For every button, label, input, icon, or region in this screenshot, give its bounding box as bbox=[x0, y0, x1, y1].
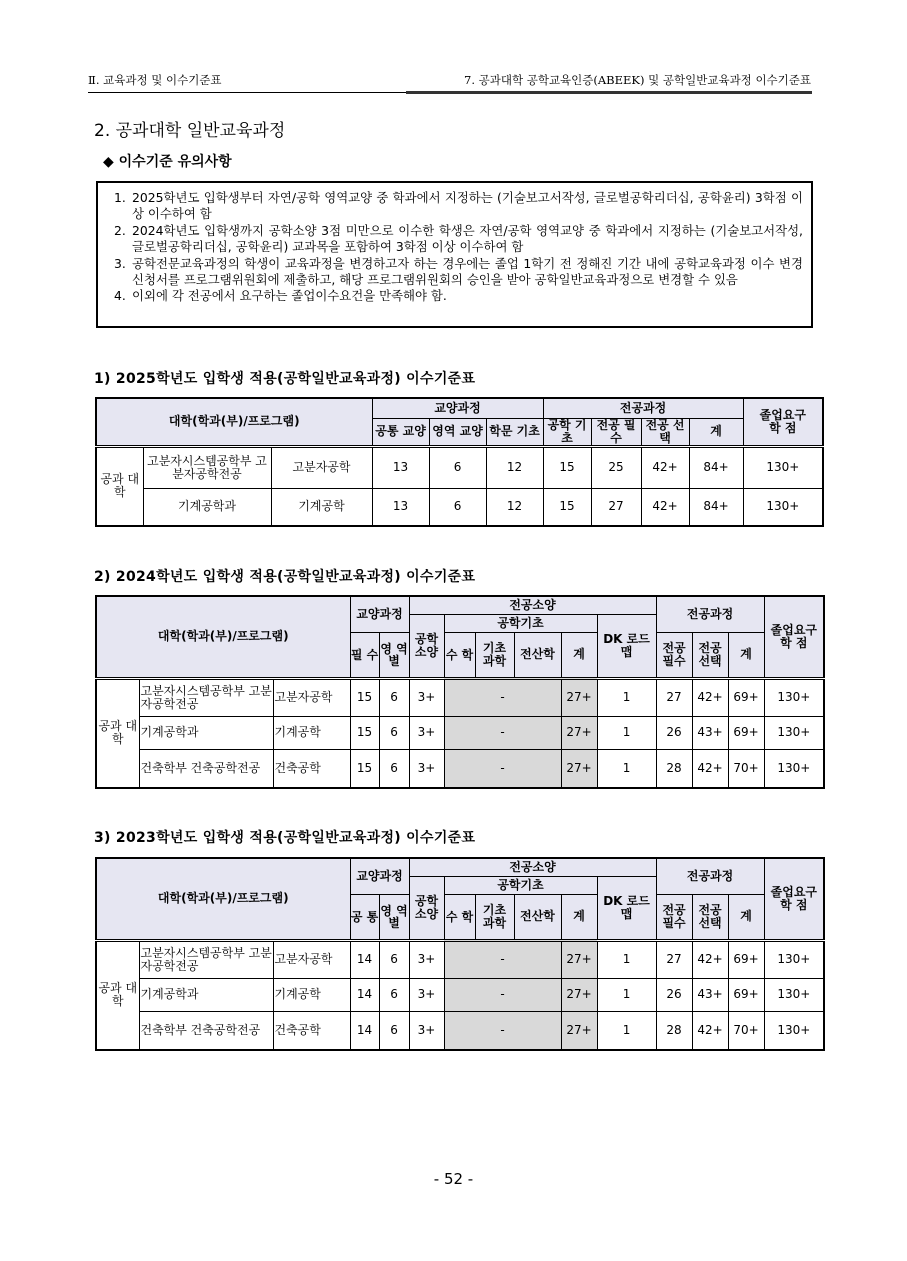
header-sub: 수 학 bbox=[444, 894, 475, 940]
value-cell: - bbox=[444, 749, 561, 788]
table-row bbox=[96, 978, 824, 1011]
value-cell: 70+ bbox=[728, 749, 764, 788]
value-cell: 14 bbox=[350, 1011, 379, 1050]
dept-cell: 고분자시스템공학부 고분자공학전공 bbox=[139, 940, 273, 978]
value-cell: 42+ bbox=[692, 1011, 728, 1050]
value-cell: 15 bbox=[350, 678, 379, 716]
header-eng-basic: 공학기초 bbox=[444, 614, 597, 632]
running-header-right: 7. 공과대학 공학교육인증(ABEEK) 및 공학일반교육과정 이수기준표 bbox=[464, 73, 811, 87]
value-cell: 15 bbox=[543, 446, 591, 488]
program-cell: 기계공학 bbox=[273, 978, 350, 1011]
value-cell: 70+ bbox=[728, 1011, 764, 1050]
note-text: 2025학년도 입학생부터 자연/공학 영역교양 중 학과에서 지정하는 (기술보고서작성, 글로벌공학리더십, 공학윤리) 3학점 이상 이수하여 함 bbox=[132, 190, 803, 222]
college-cell: 공과 대학 bbox=[96, 678, 139, 788]
value-cell: 12 bbox=[486, 488, 543, 526]
header-rule-thick bbox=[406, 91, 812, 94]
header-major: 전공과정 bbox=[656, 596, 764, 632]
program-cell: 기계공학 bbox=[271, 488, 372, 526]
header-grad-line1: 졸업요구 bbox=[770, 884, 818, 899]
value-cell: 1 bbox=[597, 678, 656, 716]
dept-cell: 기계공학과 bbox=[143, 488, 271, 526]
value-cell: 84+ bbox=[689, 488, 743, 526]
header-sub: 영 역 별 bbox=[379, 632, 409, 678]
header-sub: 전공 선택 bbox=[692, 632, 728, 678]
value-cell: 27+ bbox=[561, 940, 597, 978]
note-text: 공학전문교육과정의 학생이 교육과정을 변경하고자 하는 경우에는 졸업 1학기 전 정해진 기간 내에 공학교육과정 이수 변경 신청서를 프로그램위원회에 제출하고, 해당 프로그램위원회의 승인을 받아 공학일반교육과정으로 변경할 수 있음 bbox=[132, 255, 803, 288]
value-cell: 13 bbox=[372, 446, 429, 488]
value-cell: 130+ bbox=[743, 446, 823, 488]
note-number: 1. bbox=[114, 190, 126, 205]
value-cell: 130+ bbox=[764, 678, 824, 716]
header-sub: 계 bbox=[561, 632, 597, 678]
header-sub: 공 통 bbox=[350, 894, 379, 940]
value-cell: 13 bbox=[372, 488, 429, 526]
value-cell: 1 bbox=[597, 1011, 656, 1050]
value-cell: 27+ bbox=[561, 678, 597, 716]
header-sub: 전공 필수 bbox=[656, 632, 692, 678]
value-cell: 3+ bbox=[409, 1011, 444, 1050]
value-cell: 15 bbox=[350, 749, 379, 788]
notes-title: ◆ 이수기준 유의사항 bbox=[103, 154, 232, 170]
value-cell: - bbox=[444, 716, 561, 749]
value-cell: 6 bbox=[379, 940, 409, 978]
value-cell: 130+ bbox=[743, 488, 823, 526]
program-cell: 고분자공학 bbox=[271, 446, 372, 488]
value-cell: 6 bbox=[379, 978, 409, 1011]
note-item bbox=[114, 190, 803, 223]
value-cell: 6 bbox=[429, 488, 486, 526]
header-grad bbox=[764, 858, 824, 940]
program-cell: 건축공학 bbox=[273, 1011, 350, 1050]
value-cell: 69+ bbox=[728, 716, 764, 749]
header-program: 대학(학과(부)/프로그램) bbox=[96, 596, 350, 678]
header-sub: 기초 과학 bbox=[475, 894, 514, 940]
header-dk-roadmap: DK 로드맵 bbox=[597, 876, 656, 940]
value-cell: 26 bbox=[656, 978, 692, 1011]
header-liberal: 교양과정 bbox=[350, 858, 409, 894]
dept-cell: 건축학부 건축공학전공 bbox=[139, 749, 273, 788]
dept-cell: 기계공학과 bbox=[139, 716, 273, 749]
value-cell: - bbox=[444, 940, 561, 978]
header-major: 전공과정 bbox=[656, 858, 764, 894]
note-item bbox=[114, 288, 803, 304]
value-cell: 3+ bbox=[409, 940, 444, 978]
header-sub: 계 bbox=[689, 418, 743, 446]
header-sub: 전공 선택 bbox=[692, 894, 728, 940]
header-grad-line1: 졸업요구 bbox=[770, 622, 818, 637]
value-cell: 27 bbox=[591, 488, 641, 526]
value-cell: 130+ bbox=[764, 1011, 824, 1050]
running-header bbox=[88, 72, 811, 92]
table-row bbox=[96, 716, 824, 749]
header-program: 대학(학과(부)/프로그램) bbox=[96, 858, 350, 940]
value-cell: 3+ bbox=[409, 716, 444, 749]
header-sub: 전산학 bbox=[514, 632, 561, 678]
value-cell: - bbox=[444, 978, 561, 1011]
header-sub: 전공 선택 bbox=[641, 418, 689, 446]
table-row bbox=[96, 678, 824, 716]
header-sub: 영 역 별 bbox=[379, 894, 409, 940]
value-cell: 27 bbox=[656, 940, 692, 978]
header-major: 전공과정 bbox=[543, 398, 743, 418]
value-cell: 6 bbox=[429, 446, 486, 488]
value-cell: 26 bbox=[656, 716, 692, 749]
note-number: 2. bbox=[114, 222, 126, 238]
header-sub: 공학 기초 bbox=[543, 418, 591, 446]
header-sub: 학문 기초 bbox=[486, 418, 543, 446]
value-cell: 6 bbox=[379, 749, 409, 788]
value-cell: 42+ bbox=[692, 940, 728, 978]
header-sub: 전공 필수 bbox=[656, 894, 692, 940]
header-rule-thin bbox=[88, 92, 414, 93]
value-cell: 28 bbox=[656, 1011, 692, 1050]
header-sub: 공통 교양 bbox=[372, 418, 429, 446]
header-sub: 수 학 bbox=[444, 632, 475, 678]
table-row bbox=[96, 446, 823, 488]
value-cell: 42+ bbox=[692, 749, 728, 788]
value-cell: 6 bbox=[379, 1011, 409, 1050]
header-sub: 기초 과학 bbox=[475, 632, 514, 678]
dept-cell: 고분자시스템공학부 고분자공학전공 bbox=[143, 446, 271, 488]
header-sub: 필 수 bbox=[350, 632, 379, 678]
header-grad bbox=[764, 596, 824, 678]
college-cell: 공과 대학 bbox=[96, 446, 143, 526]
value-cell: 3+ bbox=[409, 749, 444, 788]
header-eng-basic: 공학기초 bbox=[444, 876, 597, 894]
page-number: - 52 - bbox=[433, 1170, 474, 1188]
header-grad bbox=[743, 398, 823, 446]
value-cell: 25 bbox=[591, 446, 641, 488]
header-sub: 계 bbox=[728, 632, 764, 678]
value-cell: 27+ bbox=[561, 1011, 597, 1050]
program-cell: 기계공학 bbox=[273, 716, 350, 749]
table2 bbox=[95, 595, 825, 789]
value-cell: 43+ bbox=[692, 716, 728, 749]
header-grad-line2: 학 점 bbox=[769, 420, 797, 435]
value-cell: 43+ bbox=[692, 978, 728, 1011]
value-cell: 27+ bbox=[561, 716, 597, 749]
header-liberal: 교양과정 bbox=[372, 398, 543, 418]
value-cell: 3+ bbox=[409, 678, 444, 716]
value-cell: 12 bbox=[486, 446, 543, 488]
value-cell: 3+ bbox=[409, 978, 444, 1011]
value-cell: 69+ bbox=[728, 978, 764, 1011]
header-sub: 전공 필수 bbox=[591, 418, 641, 446]
dept-cell: 고분자시스템공학부 고분자공학전공 bbox=[139, 678, 273, 716]
header-sub: 영역 교양 bbox=[429, 418, 486, 446]
value-cell: 1 bbox=[597, 940, 656, 978]
header-eng-culture: 공학 소양 bbox=[409, 876, 444, 940]
value-cell: - bbox=[444, 1011, 561, 1050]
header-sub: 계 bbox=[561, 894, 597, 940]
value-cell: 27+ bbox=[561, 749, 597, 788]
value-cell: 130+ bbox=[764, 978, 824, 1011]
table-row bbox=[96, 749, 824, 788]
value-cell: 1 bbox=[597, 978, 656, 1011]
section-title: 2. 공과대학 일반교육과정 bbox=[94, 121, 286, 141]
value-cell: 14 bbox=[350, 940, 379, 978]
header-sub: 계 bbox=[728, 894, 764, 940]
program-cell: 건축공학 bbox=[273, 749, 350, 788]
header-eng-culture: 공학 소양 bbox=[409, 614, 444, 678]
dept-cell: 건축학부 건축공학전공 bbox=[139, 1011, 273, 1050]
header-grad-line2: 학 점 bbox=[780, 897, 808, 912]
value-cell: 15 bbox=[350, 716, 379, 749]
value-cell: 1 bbox=[597, 749, 656, 788]
program-cell: 고분자공학 bbox=[273, 678, 350, 716]
note-number: 4. bbox=[114, 288, 126, 304]
dept-cell: 기계공학과 bbox=[139, 978, 273, 1011]
table1 bbox=[95, 397, 824, 527]
running-header-left: Ⅱ. 교육과정 및 이수기준표 bbox=[88, 73, 222, 87]
note-text: 2024학년도 입학생까지 공학소양 3점 미만으로 이수한 학생은 자연/공학 영역교양 중 학과에서 지정하는 (기술보고서작성, 글로벌공학리더십, 공학윤리) 교과목을 포함하여 3학점 이상 이수하여 함 bbox=[132, 222, 803, 255]
value-cell: 69+ bbox=[728, 678, 764, 716]
header-program: 대학(학과(부)/프로그램) bbox=[96, 398, 372, 446]
table3-title: 3) 2023학년도 입학생 적용(공학일반교육과정) 이수기준표 bbox=[94, 830, 476, 846]
program-cell: 고분자공학 bbox=[273, 940, 350, 978]
value-cell: - bbox=[444, 678, 561, 716]
value-cell: 28 bbox=[656, 749, 692, 788]
value-cell: 14 bbox=[350, 978, 379, 1011]
note-item bbox=[114, 223, 803, 256]
table1-title: 1) 2025학년도 입학생 적용(공학일반교육과정) 이수기준표 bbox=[94, 371, 476, 387]
header-sub: 전산학 bbox=[514, 894, 561, 940]
table2-title: 2) 2024학년도 입학생 적용(공학일반교육과정) 이수기준표 bbox=[94, 569, 476, 585]
header-dk-roadmap: DK 로드맵 bbox=[597, 614, 656, 678]
value-cell: 42+ bbox=[641, 488, 689, 526]
value-cell: 1 bbox=[597, 716, 656, 749]
header-grad-line2: 학 점 bbox=[780, 635, 808, 650]
value-cell: 15 bbox=[543, 488, 591, 526]
note-item bbox=[114, 256, 803, 289]
table3 bbox=[95, 857, 825, 1051]
value-cell: 6 bbox=[379, 678, 409, 716]
college-cell: 공과 대학 bbox=[96, 940, 139, 1050]
value-cell: 42+ bbox=[692, 678, 728, 716]
value-cell: 130+ bbox=[764, 716, 824, 749]
header-liberal: 교양과정 bbox=[350, 596, 409, 632]
value-cell: 6 bbox=[379, 716, 409, 749]
value-cell: 130+ bbox=[764, 749, 824, 788]
header-major-culture: 전공소양 bbox=[409, 596, 656, 614]
value-cell: 27 bbox=[656, 678, 692, 716]
value-cell: 130+ bbox=[764, 940, 824, 978]
header-major-culture: 전공소양 bbox=[409, 858, 656, 876]
note-number: 3. bbox=[114, 255, 126, 271]
note-text: 이외에 각 전공에서 요구하는 졸업이수요건을 만족해야 함. bbox=[132, 288, 447, 304]
header-grad-line1: 졸업요구 bbox=[759, 407, 806, 422]
table-row bbox=[96, 940, 824, 978]
table-row bbox=[96, 1011, 824, 1050]
value-cell: 69+ bbox=[728, 940, 764, 978]
table-row bbox=[96, 488, 823, 526]
value-cell: 42+ bbox=[641, 446, 689, 488]
notes-box bbox=[96, 181, 813, 328]
value-cell: 84+ bbox=[689, 446, 743, 488]
value-cell: 27+ bbox=[561, 978, 597, 1011]
